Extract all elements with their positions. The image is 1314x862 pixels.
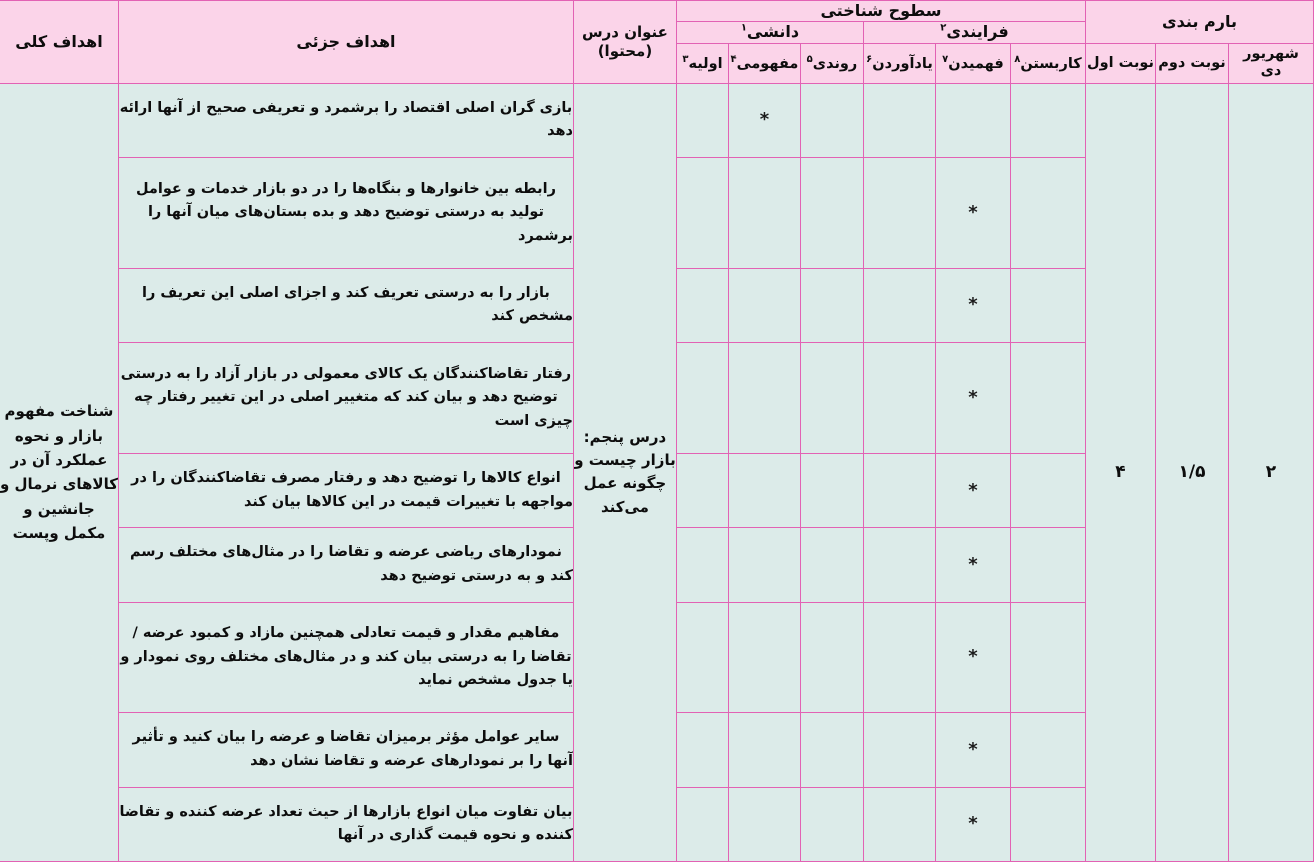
mark-cell-mafhumi[interactable] — [728, 268, 800, 342]
lesson-title-line3: چگونه عمل — [583, 474, 667, 493]
header-lesson-title-col — [573, 1, 676, 84]
mark-cell-mafhumi[interactable] — [728, 787, 800, 861]
mark-cell-mafhumi[interactable] — [728, 528, 800, 602]
mark-cell-avalie[interactable] — [676, 158, 728, 269]
mark-cell-mafhumi[interactable] — [728, 713, 800, 787]
detailed-goal-cell: انواع کالاها را توضیح دهد و رفتار مصرف تقاضاکنندگان را در مواجهه با تغییرات قیمت در این کالاها بیان کند — [118, 453, 573, 527]
header-mafhumi-label: مفهومی — [736, 55, 799, 72]
header-shahrivar-line2: دی — [1260, 63, 1282, 80]
detailed-goal-cell: بیان تفاوت میان انواع بازارها از حیث تعداد عرضه کننده و تقاضا کننده و نحوه قیمت گذاری در آنها — [118, 787, 573, 861]
grading-cell-nobat_dovom: ۱/۵ — [1156, 83, 1229, 861]
mark-cell-fahmidan[interactable] — [935, 713, 1010, 787]
detailed-goal-cell: مفاهیم مقدار و قیمت تعادلی همچنین مازاد و کمبود عرضه / تقاضا را به درستی بیان کند و در مثال‌های مختلف روی نمودار و یا جدول مشخص نماید — [118, 602, 573, 713]
mark-cell-ravandi[interactable] — [800, 787, 863, 861]
mark-asterisk: * — [968, 386, 978, 408]
detailed-goal-cell: بازی گران اصلی اقتصاد را برشمرد و تعریفی صحیح از آنها ارائه دهد — [118, 83, 573, 157]
header-karbastan-superscript: ۸ — [1014, 53, 1021, 65]
mark-cell-avalie[interactable] — [676, 268, 728, 342]
mark-cell-yadavardan[interactable] — [863, 713, 935, 787]
mark-cell-karbastan[interactable] — [1010, 268, 1085, 342]
mark-cell-ravandi[interactable] — [800, 268, 863, 342]
mark-cell-mafhumi[interactable] — [728, 453, 800, 527]
header-cognitive-process-group — [863, 22, 1085, 43]
header-general-goals-col: اهداف کلی — [0, 1, 118, 84]
lesson-title-cell — [573, 83, 676, 861]
grading-cell-nobat_aval: ۴ — [1085, 83, 1155, 861]
header-shahrivar-line1: شهریور — [1243, 45, 1299, 62]
mark-asterisk: * — [968, 479, 978, 501]
mark-cell-mafhumi[interactable] — [728, 602, 800, 713]
header-row-1 — [0, 1, 1314, 22]
header-knowledge-superscript: ۱ — [740, 23, 747, 35]
header-col-nobat-dovom: نوبت دوم — [1156, 43, 1229, 83]
mark-cell-karbastan[interactable] — [1010, 83, 1085, 157]
mark-cell-yadavardan[interactable] — [863, 268, 935, 342]
mark-cell-ravandi[interactable] — [800, 602, 863, 713]
mark-cell-fahmidan[interactable] — [935, 158, 1010, 269]
mark-cell-karbastan[interactable] — [1010, 787, 1085, 861]
header-col-shahrivar-dey — [1229, 43, 1314, 83]
header-cognitive-group: سطوح شناختی — [676, 1, 1085, 22]
mark-cell-mafhumi[interactable] — [728, 83, 800, 157]
table-row — [0, 83, 1314, 157]
mark-cell-yadavardan[interactable] — [863, 343, 935, 454]
header-col-ravandi — [800, 43, 863, 83]
detailed-goal-cell: رابطه بین خانوارها و بنگاه‌ها را در دو بازار خدمات و عوامل تولید به درستی توضیح دهد و بده بستان‌های میان آنها را برشمرد — [118, 158, 573, 269]
mark-cell-ravandi[interactable] — [800, 83, 863, 157]
detailed-goal-cell: سایر عوامل مؤثر برمیزان تقاضا و عرضه را بیان کنید و تأثیر آنها را بر نمودارهای عرضه و تقاضا نشان دهد — [118, 713, 573, 787]
mark-cell-mafhumi[interactable] — [728, 343, 800, 454]
mark-cell-yadavardan[interactable] — [863, 453, 935, 527]
mark-cell-yadavardan[interactable] — [863, 158, 935, 269]
mark-cell-ravandi[interactable] — [800, 158, 863, 269]
mark-cell-karbastan[interactable] — [1010, 453, 1085, 527]
grading-cell-shahrivar_dey: ۲ — [1229, 83, 1314, 861]
header-yadavardan-label: یادآوردن — [872, 55, 933, 72]
header-lesson-title-line2: (محتوا) — [597, 41, 653, 60]
general-goal-cell: شناخت مفهوم بازار و نحوه عملکرد آن در کالاهای نرمال و جانشین و مکمل وپست — [0, 83, 118, 861]
header-process-label: فرایندی — [946, 22, 1009, 42]
mark-asterisk: * — [968, 813, 978, 835]
mark-asterisk: * — [968, 294, 978, 316]
header-lesson-title-line1: عنوان درس — [581, 22, 668, 41]
mark-cell-yadavardan[interactable] — [863, 528, 935, 602]
mark-cell-karbastan[interactable] — [1010, 528, 1085, 602]
table-body — [0, 83, 1314, 861]
mark-cell-karbastan[interactable] — [1010, 602, 1085, 713]
header-col-yadavardan — [863, 43, 935, 83]
mark-asterisk: * — [968, 646, 978, 668]
mark-cell-fahmidan[interactable] — [935, 787, 1010, 861]
header-grading-group: بارم بندی — [1085, 1, 1313, 44]
mark-cell-yadavardan[interactable] — [863, 83, 935, 157]
header-avalie-superscript: ۳ — [682, 53, 689, 65]
mark-asterisk: * — [968, 553, 978, 575]
lesson-title-line2: بازار چیست و — [574, 451, 676, 470]
header-karbastan-label: کاربستن — [1020, 55, 1082, 72]
mark-cell-karbastan[interactable] — [1010, 343, 1085, 454]
mark-cell-karbastan[interactable] — [1010, 713, 1085, 787]
header-fahmidan-label: فهمیدن — [948, 55, 1004, 72]
mark-cell-avalie[interactable] — [676, 343, 728, 454]
mark-cell-avalie[interactable] — [676, 787, 728, 861]
mark-cell-yadavardan[interactable] — [863, 602, 935, 713]
mark-cell-karbastan[interactable] — [1010, 158, 1085, 269]
mark-cell-fahmidan[interactable] — [935, 528, 1010, 602]
mark-cell-avalie[interactable] — [676, 713, 728, 787]
header-fahmidan-superscript: ۷ — [942, 53, 949, 65]
mark-cell-fahmidan[interactable] — [935, 453, 1010, 527]
mark-cell-avalie[interactable] — [676, 83, 728, 157]
header-knowledge-label: دانشی — [746, 22, 800, 42]
mark-cell-yadavardan[interactable] — [863, 787, 935, 861]
mark-cell-avalie[interactable] — [676, 453, 728, 527]
mark-asterisk: * — [759, 109, 770, 131]
mark-cell-ravandi[interactable] — [800, 528, 863, 602]
mark-asterisk: * — [968, 738, 978, 760]
mark-cell-fahmidan[interactable] — [935, 602, 1010, 713]
mark-asterisk: * — [968, 201, 978, 223]
header-col-mafhumi — [728, 43, 800, 83]
header-col-karbastan — [1010, 43, 1085, 83]
lesson-title-line4: می‌کند — [600, 497, 649, 516]
header-ravandi-label: روندی — [812, 55, 858, 72]
table-header — [0, 1, 1314, 84]
mark-cell-fahmidan[interactable] — [935, 343, 1010, 454]
header-col-nobat-aval: نوبت اول — [1085, 43, 1155, 83]
header-col-fahmidan — [935, 43, 1010, 83]
detailed-goal-cell: نمودارهای ریاضی عرضه و تقاضا را در مثال‌های مختلف رسم کند و به درستی توضیح دهد — [118, 528, 573, 602]
mark-cell-mafhumi[interactable] — [728, 158, 800, 269]
mark-cell-ravandi[interactable] — [800, 343, 863, 454]
header-mafhumi-superscript: ۴ — [730, 53, 737, 65]
header-process-superscript: ۲ — [940, 23, 947, 35]
header-avalie-label: اولیه — [688, 55, 723, 72]
detailed-goal-cell: بازار را به درستی تعریف کند و اجزای اصلی این تعریف را مشخص کند — [118, 268, 573, 342]
mark-cell-avalie[interactable] — [676, 528, 728, 602]
mark-cell-avalie[interactable] — [676, 602, 728, 713]
header-yadavardan-superscript: ۶ — [866, 53, 873, 65]
mark-cell-fahmidan[interactable] — [935, 83, 1010, 157]
mark-cell-ravandi[interactable] — [800, 713, 863, 787]
header-cognitive-knowledge-group — [676, 22, 863, 43]
mark-cell-fahmidan[interactable] — [935, 268, 1010, 342]
header-detailed-goals-col: اهداف جزئی — [118, 1, 573, 84]
mark-cell-ravandi[interactable] — [800, 453, 863, 527]
header-ravandi-superscript: ۵ — [806, 53, 813, 65]
lesson-title-line1: درس پنجم: — [583, 427, 667, 446]
detailed-goal-cell: رفتار تقاضاکنندگان یک کالای معمولی در بازار آزاد را به درستی توضیح دهد و بیان کند که متغییر اصلی در این تغییر رفتار چه چیزی است — [118, 343, 573, 454]
header-col-avalie — [676, 43, 728, 83]
